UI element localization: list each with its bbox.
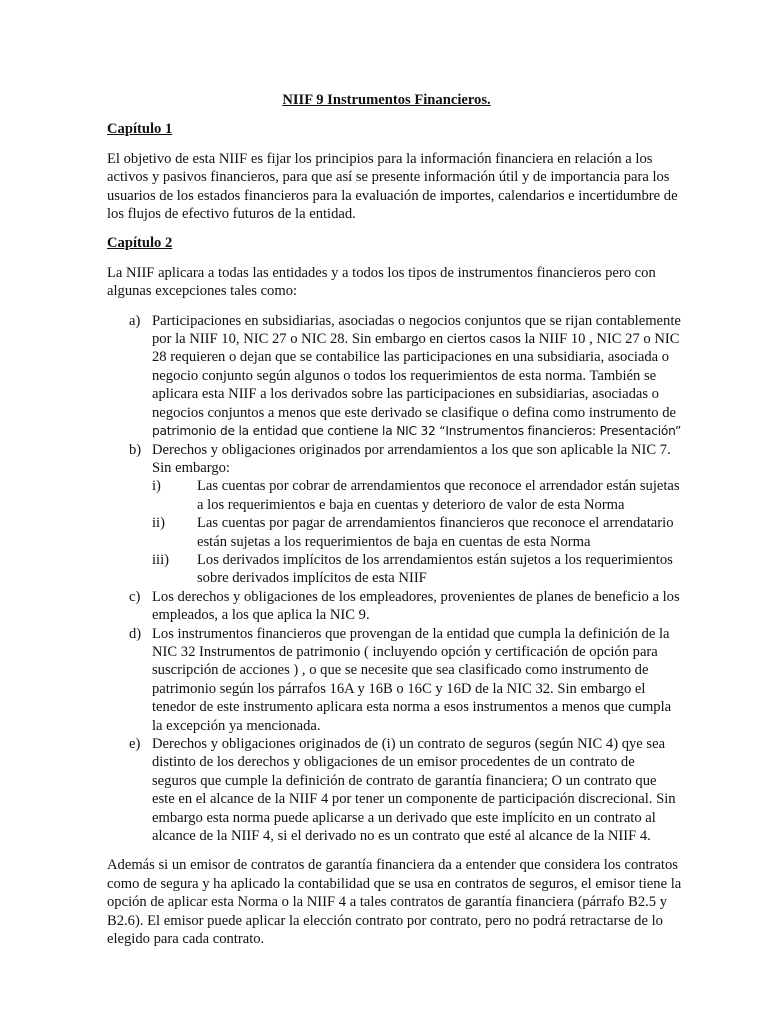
list-marker: a) bbox=[129, 312, 141, 329]
sublist-marker: iii) bbox=[152, 551, 170, 568]
chapter-1-paragraph: El objetivo de esta NIIF es fijar los principios para la información financiera en relación a los activos y pasivos financieros, para que así se presente información útil y de importancia para los usuarios de los estados financieros para la evaluación de importes, calendarios e incertidumbre de los flujos de efectivo futuros de la entidad. bbox=[107, 150, 678, 223]
sublist-item-text: Las cuentas por cobrar de arrendamientos que reconoce el arrendador están sujetas a los requerimientos e baja en cuentas y deterioro de valor de esta Norma bbox=[197, 478, 680, 513]
list-item-text: Los derechos y obligaciones de los empleadores, provenientes de planes de beneficio a los empleados, a los que aplica la NIC 9. bbox=[152, 588, 680, 624]
list-item-text: Participaciones en subsidiarias, asociadas o negocios conjuntos que se rijan contablemente por la NIIF 10, NIC 27 o NIC 28. Sin embargo en ciertos casos la NIIF 10 , NIC 27 o NIC 28 requieren o dejan que se contabilice las participaciones en una subsidiaria, asociada o negocio conjunto según algunos o todos los requerimientos de esta norma. También se aplicara esta NIIF a los derivados sobre las participaciones en subsidiarias, asociadas o negocios conjuntos a menos que este derivado se clasifique o defina como instrumento de bbox=[152, 312, 681, 421]
list-marker: b) bbox=[129, 441, 142, 458]
sublist-item-text: Las cuentas por pagar de arrendamientos financieros que reconoce el arrendatario están sujetas a los requerimientos de baja en cuentas de esta Norma bbox=[197, 515, 674, 550]
closing-paragraph: Además si un emisor de contratos de garantía financiera da a entender que considera los contratos como de segura y ha aplicado la contabilidad que se usa en contratos de seguros, el emisor tiene la opción de aplicar esta Norma o la NIIF 4 a tales contratos de garantía financiera (párrafo B2.5 y B2.6). El emisor puede aplicar la elección contrato por contrato, pero no podrá retractarse de lo elegido para cada contrato. bbox=[107, 857, 682, 948]
list-item bbox=[107, 735, 682, 845]
list-item-text-tail: patrimonio de la entidad que contiene la NIC 32 “Instrumentos financieros: Presentación” bbox=[152, 424, 682, 439]
chapter-2-heading: Capítulo 2 bbox=[107, 235, 173, 252]
sublist-item-text: Los derivados implícitos de los arrendamientos están sujetos a los requerimientos sobre derivados implícitos de esta NIIF bbox=[197, 551, 673, 587]
list-item-text: Derechos y obligaciones originados por arrendamientos a los que son aplicable la NIC 7. Sin embargo: bbox=[152, 441, 671, 476]
list-item bbox=[107, 625, 682, 735]
document-title: NIIF 9 Instrumentos Financieros. bbox=[282, 92, 491, 108]
exceptions-list bbox=[107, 312, 682, 846]
list-marker: c) bbox=[129, 588, 141, 605]
sublist-marker: ii) bbox=[152, 515, 165, 532]
sublist-item bbox=[152, 477, 682, 514]
list-item-text: Los instrumentos financieros que provengan de la entidad que cumpla la definición de la NIC 32 Instrumentos de patrimonio ( incluyendo opción y certificación de opción para suscripción de acciones ) , o que se necesite que sea clasificado como instrumento de patrimonio según los párrafos 16A y 16B o 16C y 16D de la NIC 32. Sin embargo el tenedor de este instrumento aplicara esta norma a esos instrumentos a menos que cumpla la excepción ya mencionada. bbox=[152, 625, 672, 734]
sublist-item bbox=[152, 514, 682, 551]
list-marker: e) bbox=[129, 736, 141, 752]
chapter-2-intro: La NIIF aplicara a todas las entidades y a todos los tipos de instrumentos financieros pero con algunas excepciones tales como: bbox=[107, 264, 656, 300]
sublist-item bbox=[152, 551, 682, 588]
list-item bbox=[107, 588, 682, 625]
list-item bbox=[107, 312, 682, 441]
chapter-1-heading: Capítulo 1 bbox=[107, 121, 173, 138]
sublist bbox=[152, 477, 682, 587]
list-marker: d) bbox=[129, 625, 142, 642]
list-item-text: Derechos y obligaciones originados de (i) un contrato de seguros (según NIC 4) qye sea distinto de los derechos y obligaciones de un emisor procedentes de un contrato de seguros que cumple la definición de contrato de garantía financiera; O un contrato que este en el alcance de la NIIF 4 por tener un componente de participación discrecional. Sin embargo esta norma puede aplicarse a un derivado que este implícito en un contrato al alcance de la NIIF 4, si el derivado no es un contrato que esté al alcance de la NIIF 4. bbox=[152, 736, 676, 845]
list-item bbox=[107, 441, 682, 588]
sublist-marker: i) bbox=[152, 478, 161, 495]
